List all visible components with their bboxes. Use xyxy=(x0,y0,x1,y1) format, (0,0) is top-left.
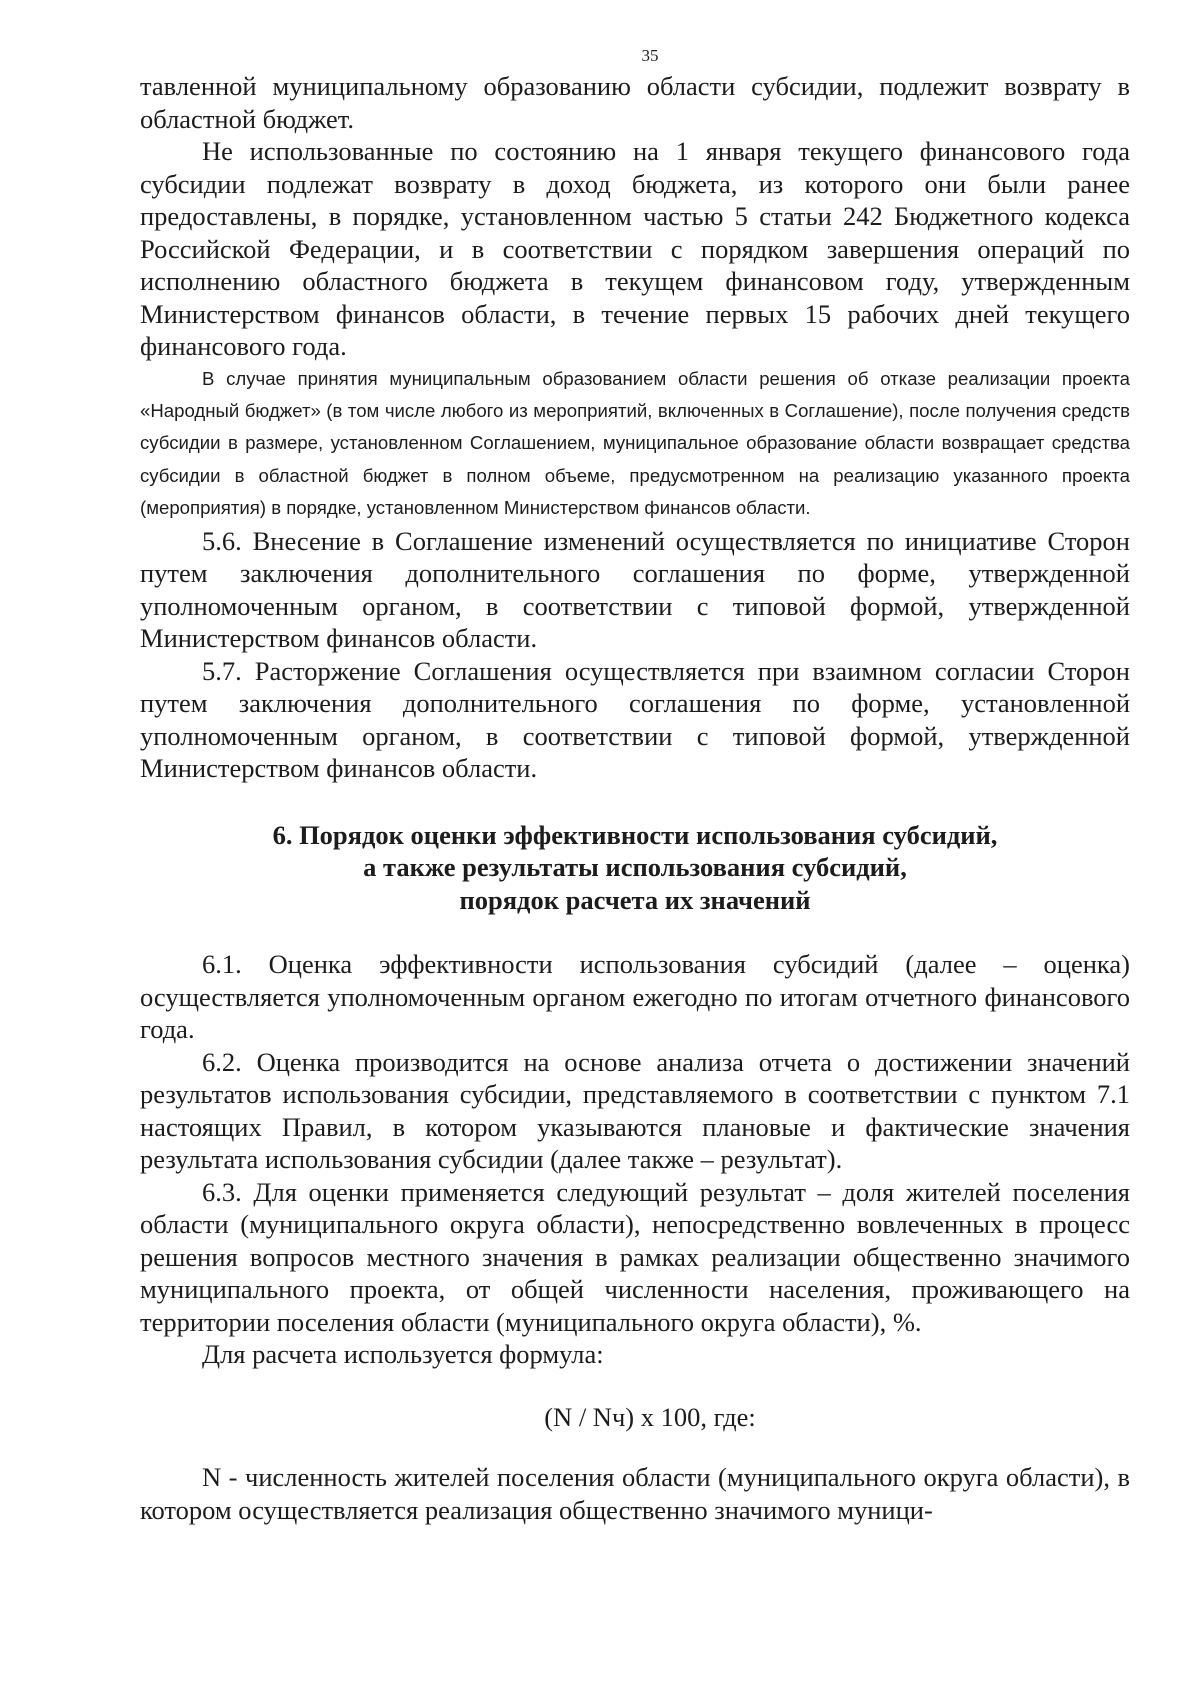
paragraph-6-2: 6.2. Оценка производится на основе анализа отчета о достижении значений результатов использования субсидии, представляемого в соответствии с пунктом 7.1 настоящих Правил, в котором указываются плановые и фактические значения результата использования субсидии (далее также – результат). xyxy=(140,1046,1130,1175)
paragraph-5-6: 5.6. Внесение в Соглашение изменений осуществляется по инициативе Сторон путем заключения дополнительного соглашения по форме, утвержденной уполномоченным органом, в соответствии с типовой формой, утвержденной Министерством финансов области. xyxy=(140,525,1130,654)
paragraph-6-3: 6.3. Для оценки применяется следующий результат – доля жителей поселения области (муниципального округа области), непосредственно вовлеченных в процесс решения вопросов местного значения в рамках реализации общественно значимого муниципального проекта, от общей численности населения, проживающего на территории поселения области (муниципального округа области), %. xyxy=(140,1176,1130,1337)
paragraph-refusal-note: В случае принятия муниципальным образованием области решения об отказе реализации проекта «Народный бюджет» (в том числе любого из мероприятий, включенных в Соглашение), после получения средств субсидии в размере, установленном Соглашением, муниципальное образование области возвращает средства субсидии в областной бюджет в полном объеме, предусмотренном на реализацию указанного проекта (мероприятия) в порядке, установленном Министерством финансов области. xyxy=(140,367,1130,519)
paragraph-5-7: 5.7. Расторжение Соглашения осуществляется при взаимном согласии Сторон путем заключения дополнительного соглашения по форме, установленной уполномоченным органом, в соответствии с типовой формой, утвержденной Министерством финансов области. xyxy=(140,655,1130,784)
paragraph-variable-n: N - численность жителей поселения области (муниципального округа области), в котором осуществляется реализация общественно значимого муници- xyxy=(140,1462,1130,1525)
spacer xyxy=(140,916,1130,948)
section-heading-line-1: 6. Порядок оценки эффективности использования субсидий, xyxy=(272,819,998,850)
paragraph-continuation: тавленной муниципальному образованию области субсидии, подлежит возврату в областной бюджет. xyxy=(140,71,1130,134)
document-page xyxy=(140,46,1130,1526)
section-heading-line-2: а также результаты использования субсидий, xyxy=(363,852,907,883)
page-number: 35 xyxy=(641,46,659,65)
paragraph-unused-subsidies: Не использованные по состоянию на 1 января текущего финансового года субсидии подлежат возврату в доход бюджета, из которого они были ранее предоставлены, в порядке, установленном частью 5 статьи 242 Бюджетного кодекса Российской Федерации, и в соответствии с порядком завершения операций по исполнению областного бюджета в текущем финансовом году, утвержденным Министерством финансов области, в течение первых 15 рабочих дней текущего финансового года. xyxy=(140,136,1130,361)
section-heading-line-3: порядок расчета их значений xyxy=(459,884,811,915)
paragraph-6-1: 6.1. Оценка эффективности использования субсидий (далее – оценка) осуществляется уполномоченным органом ежегодно по итогам отчетного финансового года. xyxy=(140,949,1130,1045)
paragraph-formula-intro: Для расчета используется формула: xyxy=(202,1339,604,1370)
formula: (N / Nч) x 100, где: xyxy=(544,1401,756,1432)
section-heading xyxy=(140,819,1130,917)
